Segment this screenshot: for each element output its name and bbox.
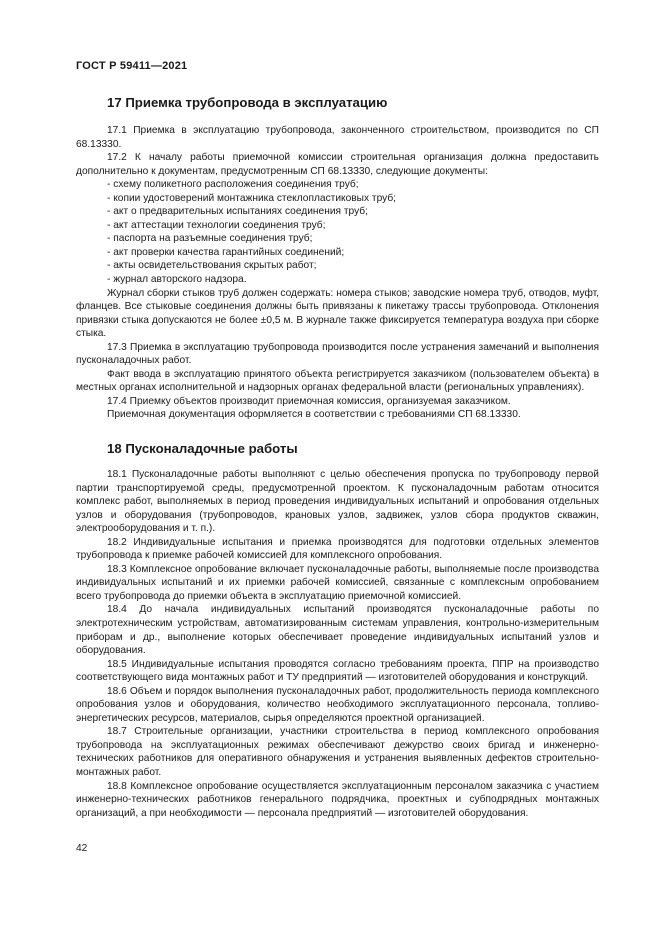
paragraph-17-2: 17.2 К началу работы приемочной комиссии строительная организация должна предоставить дополнительно к документам, предусмотренным СП 68.13330, следующие документы: [76,152,599,177]
paragraph-18-7: 18.7 Строительные организации, участники строительства в период комплексного опробования трубопровода на эксплуатационных режимах обеспечивают дежурство своих бригад и инженерно-технических работников для оперативного обнаружения и устранения выявленных дефектов строительно-монтажных работ. [76,726,599,779]
paragraph-18-6: 18.6 Объем и порядок выполнения пусконаладочных работ, продолжительность периода комплексного опробования узлов и оборудования, количество необходимого эксплуатационного персонала, топливо-энергетических ресурсов, материалов, сырья определяются проектной организацией. [76,685,599,724]
paragraph-18-4: 18.4 До начала индивидуальных испытаний производятся пусконаладочные работы по электротехническим устройствам, автоматизированным системам управления, контрольно-измерительным приборам и др., выполнение которых обеспечивает проведение индивидуальных испытаний узлов и оборудования. [76,604,599,657]
list-item: - акт о предварительных испытаниях соединения труб; [107,205,599,219]
list-item: - акты освидетельствования скрытых работ; [107,259,599,273]
paragraph-commissioning-registration: Факт ввода в эксплуатацию принятого объекта регистрируется заказчиком (пользователем объекта) в местных органах исполнительной и надзорных органах федеральной власти (региональных управлениях). [76,368,599,394]
document-code-header: ГОСТ Р 59411—2021 [76,60,188,72]
paragraph-18-1: 18.1 Пусконаладочные работы выполняют с целью обеспечения пропуска по трубопроводу первой партии транспортируемой среды, предусмотренной проектом. К пусконаладочным работам относится комплекс работ, выполняемых в период проведения индивидуальных испытаний и опробования отдельных узлов и оборудования (трубопроводов, крановых узлов, задвижек, узлов сбора продуктов скважин, электрооборудования и т. п.). [76,469,599,535]
list-item: - схему поликетного расположения соединения труб; [107,178,599,192]
list-item: - журнал авторского надзора. [107,273,599,287]
section-18-title: 18 Пусконаладочные работы [107,441,298,456]
paragraph-18-8: 18.8 Комплексное опробование осуществляется эксплуатационным персоналом заказчика с участием инженерно-технических работников генерального подрядчика, проектных и субподрядных монтажных организаций, а при необходимости — персонала предприятий — изготовителей оборудования. [76,780,599,819]
list-item: - паспорта на разъемные соединения труб; [107,232,599,246]
paragraph-joint-log: Журнал сборки стыков труб должен содержать: номера стыков; заводские номера труб, отводов, муфт, фланцев. Все стыковые соединения должны быть привязаны к пикетажу трассы трубопровода. Отклонения привязки стыка допускаются не более ±0,5 м. В журнале также фиксируется температура воздуха при сборке стыка. [76,287,599,340]
paragraph-17-4: 17.4 Приемку объектов производит приемочная комиссия, организуемая заказчиком. [107,395,511,407]
required-documents-list [76,178,599,286]
section-17 [76,95,599,422]
paragraph-17-3: 17.3 Приемка в эксплуатацию трубопровода производится после устранения замечаний и выполнения пусконаладочных работ. [76,341,599,367]
section-18 [76,441,599,820]
paragraph-acceptance-docs: Приемочная документация оформляется в соответствии с требованиями СП 68.13330. [107,409,521,421]
paragraph-18-2: 18.2 Индивидуальные испытания и приемка производятся для подготовки отдельных элементов трубопровода к приемке рабочей комиссией для комплексного опробования. [76,536,599,562]
paragraph-18-3: 18.3 Комплексное опробование включает пусконаладочные работы, выполняемые после производства индивидуальных испытаний и их приемки рабочей комиссией, связанные с комплексным опробованием всего трубопровода до приемки объекта в эксплуатацию приемочной комиссией. [76,563,599,602]
paragraph-17-1: 17.1 Приемка в эксплуатацию трубопровода, законченного строительством, производится по СП 68.13330. [76,125,599,150]
paragraph-18-5: 18.5 Индивидуальные испытания проводятся согласно требованиям проекта, ППР на производство соответствующего вида монтажных работ и ТУ предприятий — изготовителей оборудования и конструкций. [76,658,599,684]
list-item: - копии удостоверений монтажника стеклопластиковых труб; [107,192,599,206]
section-17-title: 17 Приемка трубопровода в эксплуатацию [107,95,388,110]
page-number: 42 [76,843,88,854]
list-item: - акт аттестации технологии соединения труб; [107,219,599,233]
list-item: - акт проверки качества гарантийных соединений; [107,246,599,260]
